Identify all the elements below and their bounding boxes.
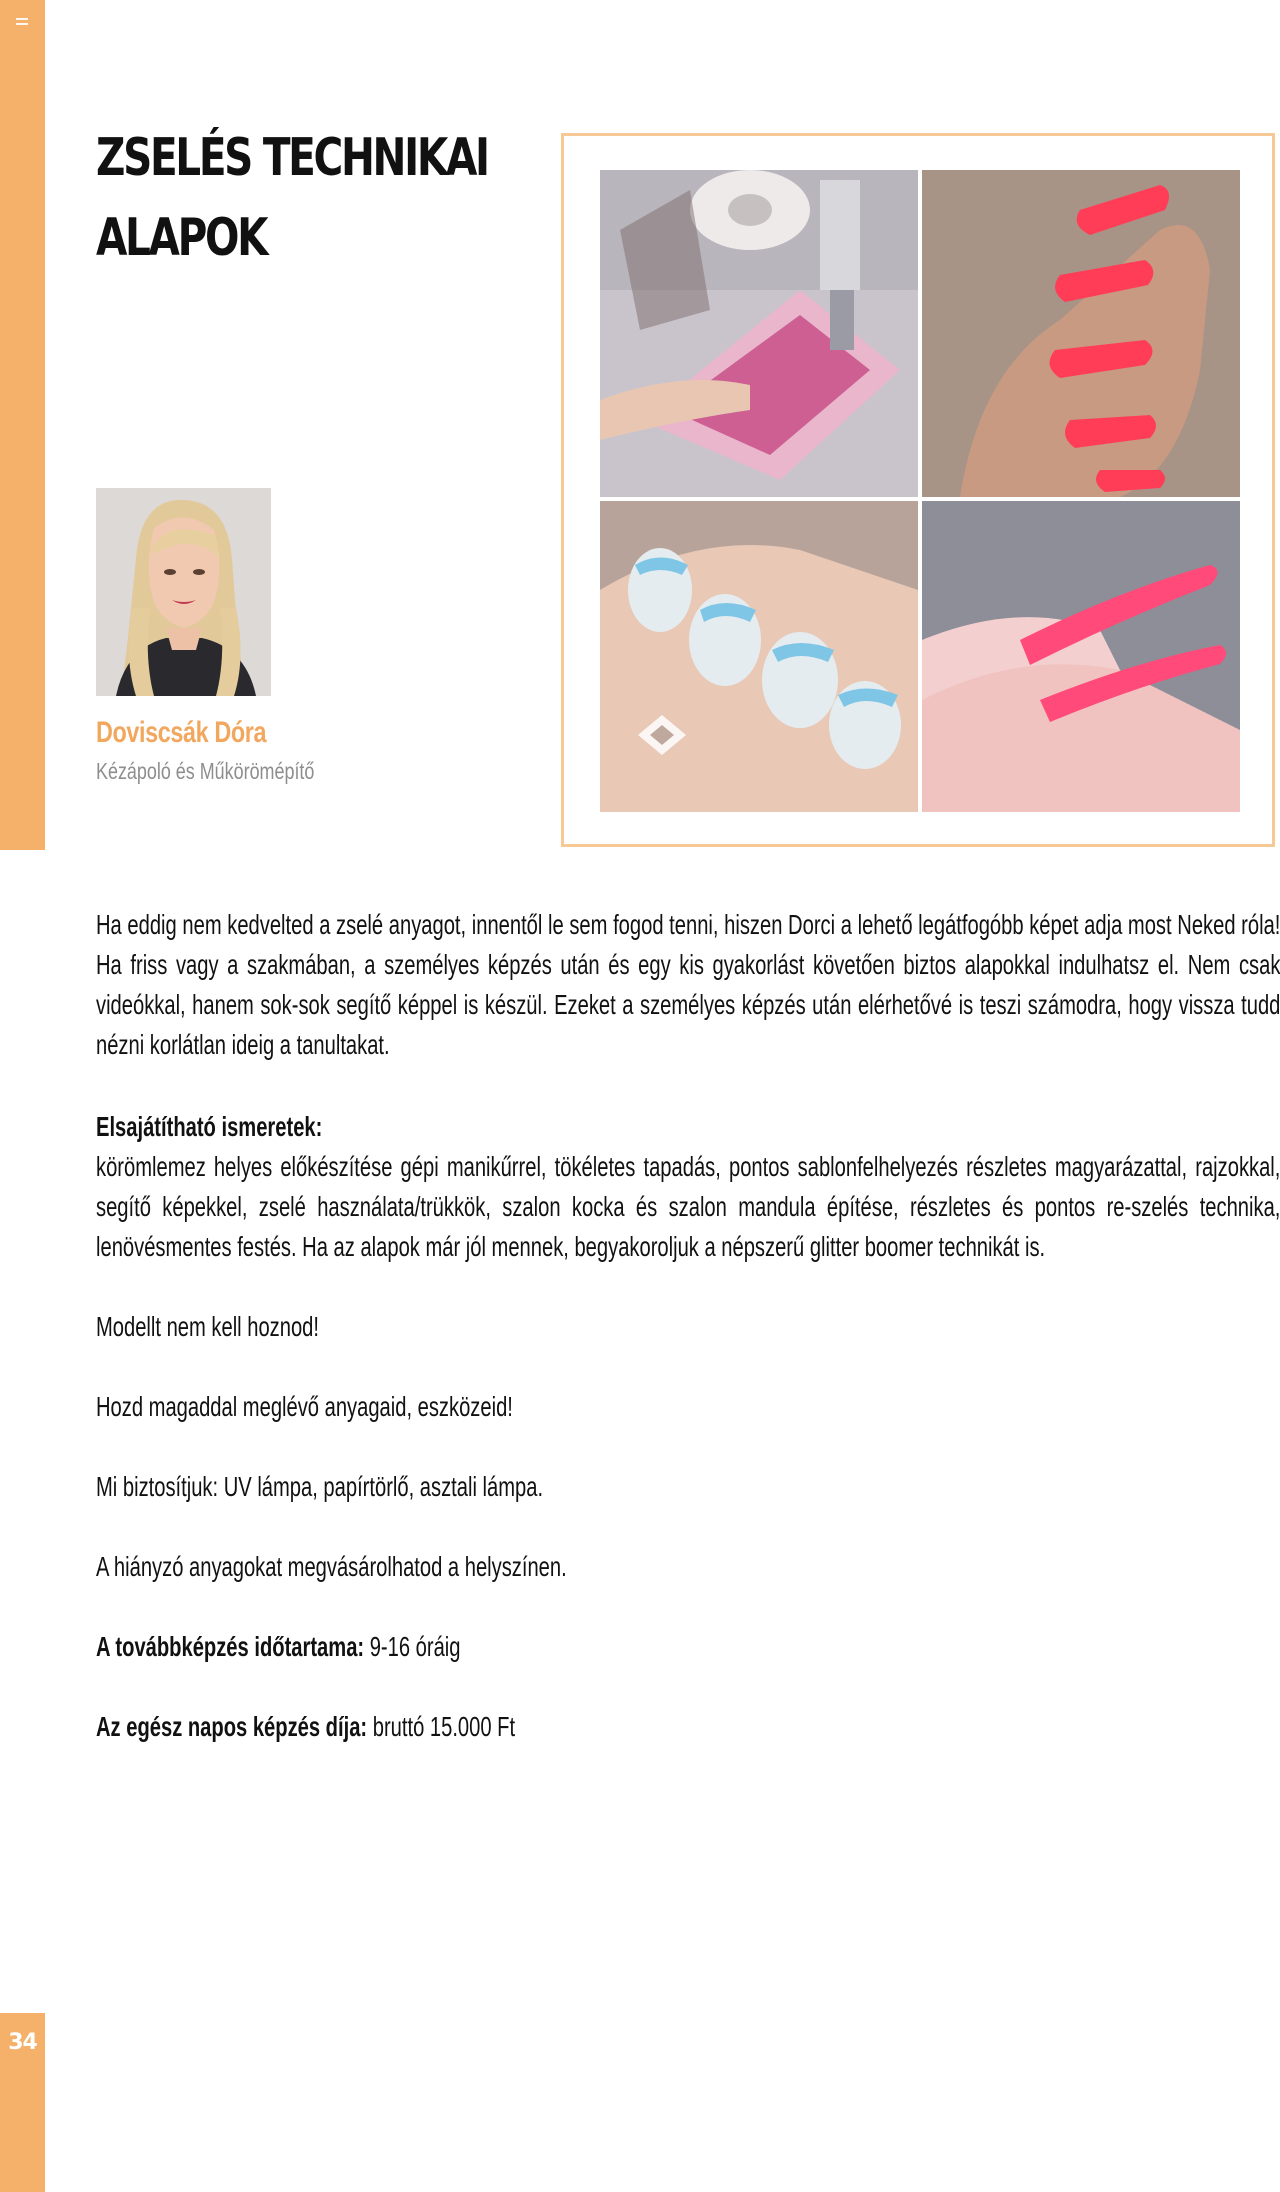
- page-number: 34: [8, 2030, 37, 2055]
- nail-photo-collage: [600, 170, 1240, 812]
- glitter-nails-photo: [600, 501, 918, 812]
- price: [96, 1707, 1280, 1747]
- side-accent-bar: [0, 0, 45, 850]
- duration: [96, 1627, 1280, 1667]
- page-title: [96, 118, 533, 278]
- bring-note: Hozd magaddal meglévő anyagaid, eszközeid!: [96, 1391, 513, 1422]
- model-note: Modellt nem kell hoznod!: [96, 1311, 320, 1342]
- price-label: Az egész napos képzés díja:: [96, 1711, 368, 1742]
- provided-note: Mi biztosítjuk: UV lámpa, papírtörlő, asztali lámpa.: [96, 1471, 544, 1502]
- nail-forms-photo: [600, 170, 918, 497]
- title-line-1: ZSELÉS TECHNIKAI: [96, 128, 488, 188]
- coral-nails-photo: [922, 170, 1240, 497]
- author-role: Kézápoló és Műkörömépítő: [96, 758, 315, 784]
- duration-label: A továbbképzés időtartama:: [96, 1631, 365, 1662]
- title-line-2: ALAPOK: [96, 208, 267, 268]
- duration-value: 9-16 óráig: [364, 1631, 461, 1662]
- skills-heading: Elsajátítható ismeretek:: [96, 1111, 323, 1142]
- price-value: bruttó 15.000 Ft: [367, 1711, 516, 1742]
- author-photo: [96, 488, 271, 696]
- pink-nails-photo: [922, 501, 1240, 812]
- intro-paragraph: Ha eddig nem kedvelted a zselé anyagot, innentől le sem fogod tenni, hiszen Dorci a lehető legátfogóbb képet adja most Neked róla! Ha friss vagy a szakmában, a személyes képzés után és egy kis gyakorlást követően biztos alapokkal indulhatsz el. Nem csak videókkal, hanem sok-sok segítő képpel is készül. Ezeket a személyes képzés után elérhetővé is teszi számodra, hogy vissza tudd nézni korlátlan ideig a tanultakat.: [96, 909, 1280, 1060]
- buy-note: A hiányzó anyagokat megvásárolhatod a helyszínen.: [96, 1551, 567, 1582]
- menu-icon[interactable]: [16, 18, 28, 28]
- author-name: Doviscsák Dóra: [96, 716, 267, 749]
- course-description: [96, 905, 1280, 1747]
- skills-text: körömlemez helyes előkészítése gépi manikűrrel, tökéletes tapadás, pontos sablonfelhelyezés részletes magyarázattal, rajzokkal, segítő képekkel, zselé használata/trükkök, szalon kocka és szalon mandula építése, részletes és pontos re-szelés technika, lenövésmentes festés. Ha az alapok már jól mennek, begyakoroljuk a népszerű glitter boomer technikát is.: [96, 1151, 1280, 1262]
